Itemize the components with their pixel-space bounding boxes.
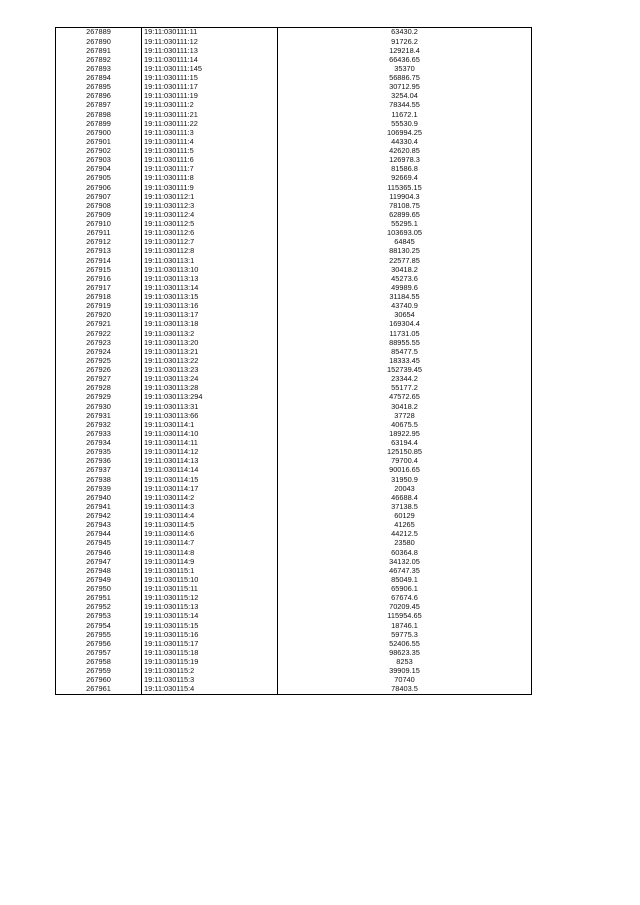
value-cell: 88130.25 [278, 247, 532, 256]
row-number-cell: 267906 [56, 183, 142, 192]
row-number-cell: 267950 [56, 585, 142, 594]
cadastral-number-cell: 19:11:030113:17 [142, 311, 278, 320]
value-cell: 66436.65 [278, 55, 532, 64]
table-body [56, 28, 532, 695]
cadastral-number-cell: 19:11:030113:22 [142, 357, 278, 366]
row-number-cell: 267909 [56, 211, 142, 220]
value-cell: 98623.35 [278, 649, 532, 658]
row-number-cell: 267934 [56, 439, 142, 448]
table-row [56, 393, 532, 402]
value-cell: 55177.2 [278, 384, 532, 393]
row-number-cell: 267914 [56, 256, 142, 265]
value-cell: 81586.8 [278, 165, 532, 174]
table-row [56, 630, 532, 639]
value-cell: 30654 [278, 311, 532, 320]
row-number-cell: 267900 [56, 128, 142, 137]
cadastral-number-cell: 19:11:030114:2 [142, 493, 278, 502]
cadastral-number-cell: 19:11:030111:12 [142, 37, 278, 46]
value-cell: 62899.65 [278, 211, 532, 220]
row-number-cell: 267940 [56, 493, 142, 502]
cadastral-number-cell: 19:11:030114:6 [142, 530, 278, 539]
value-cell: 103693.05 [278, 229, 532, 238]
row-number-cell: 267894 [56, 74, 142, 83]
cadastral-number-cell: 19:11:030115:4 [142, 685, 278, 695]
cadastral-number-cell: 19:11:030114:1 [142, 420, 278, 429]
table-row [56, 612, 532, 621]
row-number-cell: 267953 [56, 612, 142, 621]
cadastral-number-cell: 19:11:030113:16 [142, 302, 278, 311]
table-row [56, 457, 532, 466]
row-number-cell: 267920 [56, 311, 142, 320]
value-cell: 55530.9 [278, 119, 532, 128]
cadastral-number-cell: 19:11:030113:15 [142, 293, 278, 302]
cadastral-number-cell: 19:11:030113:294 [142, 393, 278, 402]
row-number-cell: 267930 [56, 402, 142, 411]
table-row [56, 119, 532, 128]
value-cell: 47572.65 [278, 393, 532, 402]
cadastral-number-cell: 19:11:030111:19 [142, 92, 278, 101]
value-cell: 46747.35 [278, 566, 532, 575]
cadastral-number-cell: 19:11:030115:12 [142, 594, 278, 603]
table-row [56, 65, 532, 74]
table-row [56, 338, 532, 347]
cadastral-number-cell: 19:11:030113:2 [142, 329, 278, 338]
row-number-cell: 267928 [56, 384, 142, 393]
table-row [56, 55, 532, 64]
row-number-cell: 267927 [56, 375, 142, 384]
cadastral-number-cell: 19:11:030115:15 [142, 621, 278, 630]
cadastral-number-cell: 19:11:030112:6 [142, 229, 278, 238]
table-row [56, 320, 532, 329]
row-number-cell: 267933 [56, 430, 142, 439]
cadastral-number-cell: 19:11:030111:2 [142, 101, 278, 110]
cadastral-number-cell: 19:11:030115:16 [142, 630, 278, 639]
table-row [56, 448, 532, 457]
cadastral-number-cell: 19:11:030111:145 [142, 65, 278, 74]
cadastral-number-cell: 19:11:030115:19 [142, 658, 278, 667]
cadastral-number-cell: 19:11:030113:24 [142, 375, 278, 384]
row-number-cell: 267911 [56, 229, 142, 238]
value-cell: 79700.4 [278, 457, 532, 466]
cadastral-number-cell: 19:11:030113:1 [142, 256, 278, 265]
value-cell: 34132.05 [278, 557, 532, 566]
row-number-cell: 267956 [56, 639, 142, 648]
cadastral-number-cell: 19:11:030114:4 [142, 512, 278, 521]
cadastral-number-cell: 19:11:030111:11 [142, 28, 278, 38]
row-number-cell: 267932 [56, 420, 142, 429]
table-row [56, 247, 532, 256]
row-number-cell: 267942 [56, 512, 142, 521]
row-number-cell: 267947 [56, 557, 142, 566]
value-cell: 37138.5 [278, 503, 532, 512]
row-number-cell: 267931 [56, 411, 142, 420]
value-cell: 23344.2 [278, 375, 532, 384]
table-row [56, 384, 532, 393]
cadastral-number-cell: 19:11:030112:3 [142, 201, 278, 210]
cadastral-number-cell: 19:11:030115:10 [142, 576, 278, 585]
value-cell: 20043 [278, 484, 532, 493]
table-row [56, 685, 532, 695]
row-number-cell: 267946 [56, 548, 142, 557]
row-number-cell: 267916 [56, 274, 142, 283]
value-cell: 49989.6 [278, 284, 532, 293]
table-row [56, 138, 532, 147]
row-number-cell: 267941 [56, 503, 142, 512]
cadastral-number-cell: 19:11:030111:22 [142, 119, 278, 128]
cadastral-number-cell: 19:11:030114:8 [142, 548, 278, 557]
row-number-cell: 267889 [56, 28, 142, 38]
table-row [56, 475, 532, 484]
row-number-cell: 267929 [56, 393, 142, 402]
cadastral-number-cell: 19:11:030115:18 [142, 649, 278, 658]
cadastral-number-cell: 19:11:030111:17 [142, 83, 278, 92]
cadastral-number-cell: 19:11:030113:10 [142, 265, 278, 274]
cadastral-number-cell: 19:11:030114:7 [142, 539, 278, 548]
cadastral-number-cell: 19:11:030112:4 [142, 211, 278, 220]
cadastral-number-cell: 19:11:030111:14 [142, 55, 278, 64]
row-number-cell: 267954 [56, 621, 142, 630]
value-cell: 119904.3 [278, 192, 532, 201]
table-row [56, 183, 532, 192]
cadastral-number-cell: 19:11:030115:3 [142, 676, 278, 685]
value-cell: 60364.8 [278, 548, 532, 557]
cadastral-number-cell: 19:11:030114:5 [142, 521, 278, 530]
row-number-cell: 267949 [56, 576, 142, 585]
value-cell: 35370 [278, 65, 532, 74]
cadastral-number-cell: 19:11:030114:9 [142, 557, 278, 566]
row-number-cell: 267905 [56, 174, 142, 183]
value-cell: 59775.3 [278, 630, 532, 639]
value-cell: 30418.2 [278, 402, 532, 411]
table-row [56, 594, 532, 603]
cadastral-number-cell: 19:11:030112:7 [142, 238, 278, 247]
value-cell: 22577.85 [278, 256, 532, 265]
cadastral-number-cell: 19:11:030115:14 [142, 612, 278, 621]
cadastral-number-cell: 19:11:030111:13 [142, 46, 278, 55]
table-row [56, 220, 532, 229]
table-row [56, 557, 532, 566]
cadastral-number-cell: 19:11:030113:31 [142, 402, 278, 411]
table-row [56, 329, 532, 338]
table-row [56, 229, 532, 238]
table-row [56, 439, 532, 448]
table-row [56, 302, 532, 311]
table-row [56, 46, 532, 55]
row-number-cell: 267917 [56, 284, 142, 293]
table-row [56, 576, 532, 585]
table-row [56, 585, 532, 594]
table-row [56, 256, 532, 265]
cadastral-number-cell: 19:11:030113:66 [142, 411, 278, 420]
table-row [56, 211, 532, 220]
table-row [56, 110, 532, 119]
value-cell: 152739.45 [278, 366, 532, 375]
row-number-cell: 267922 [56, 329, 142, 338]
table-row [56, 411, 532, 420]
row-number-cell: 267912 [56, 238, 142, 247]
row-number-cell: 267923 [56, 338, 142, 347]
table-row [56, 156, 532, 165]
row-number-cell: 267918 [56, 293, 142, 302]
row-number-cell: 267915 [56, 265, 142, 274]
row-number-cell: 267895 [56, 83, 142, 92]
row-number-cell: 267935 [56, 448, 142, 457]
row-number-cell: 267890 [56, 37, 142, 46]
value-cell: 70740 [278, 676, 532, 685]
value-cell: 78344.55 [278, 101, 532, 110]
table-row [56, 539, 532, 548]
row-number-cell: 267901 [56, 138, 142, 147]
table-row [56, 484, 532, 493]
table-row [56, 366, 532, 375]
value-cell: 88955.55 [278, 338, 532, 347]
value-cell: 106994.25 [278, 128, 532, 137]
row-number-cell: 267908 [56, 201, 142, 210]
cadastral-number-cell: 19:11:030112:1 [142, 192, 278, 201]
value-cell: 125150.85 [278, 448, 532, 457]
table-row [56, 357, 532, 366]
cadastral-number-cell: 19:11:030111:8 [142, 174, 278, 183]
value-cell: 18922.95 [278, 430, 532, 439]
value-cell: 46688.4 [278, 493, 532, 502]
table-row [56, 192, 532, 201]
value-cell: 39909.15 [278, 667, 532, 676]
row-number-cell: 267904 [56, 165, 142, 174]
value-cell: 67674.6 [278, 594, 532, 603]
value-cell: 44212.5 [278, 530, 532, 539]
table-row [56, 92, 532, 101]
value-cell: 45273.6 [278, 274, 532, 283]
table-row [56, 548, 532, 557]
row-number-cell: 267960 [56, 676, 142, 685]
value-cell: 11672.1 [278, 110, 532, 119]
value-cell: 40675.5 [278, 420, 532, 429]
table-row [56, 667, 532, 676]
value-cell: 91726.2 [278, 37, 532, 46]
table-row [56, 493, 532, 502]
cadastral-number-cell: 19:11:030113:18 [142, 320, 278, 329]
data-table [55, 27, 532, 695]
value-cell: 60129 [278, 512, 532, 521]
table-row [56, 37, 532, 46]
table-row [56, 402, 532, 411]
cadastral-number-cell: 19:11:030113:21 [142, 347, 278, 356]
cadastral-number-cell: 19:11:030114:10 [142, 430, 278, 439]
row-number-cell: 267903 [56, 156, 142, 165]
cadastral-number-cell: 19:11:030111:15 [142, 74, 278, 83]
table-row [56, 128, 532, 137]
cadastral-number-cell: 19:11:030111:6 [142, 156, 278, 165]
value-cell: 78108.75 [278, 201, 532, 210]
value-cell: 63194.4 [278, 439, 532, 448]
cadastral-number-cell: 19:11:030114:15 [142, 475, 278, 484]
value-cell: 52406.55 [278, 639, 532, 648]
table-row [56, 238, 532, 247]
cadastral-number-cell: 19:11:030114:11 [142, 439, 278, 448]
table-row [56, 512, 532, 521]
row-number-cell: 267948 [56, 566, 142, 575]
table-row [56, 165, 532, 174]
value-cell: 18746.1 [278, 621, 532, 630]
value-cell: 92669.4 [278, 174, 532, 183]
value-cell: 78403.5 [278, 685, 532, 695]
row-number-cell: 267898 [56, 110, 142, 119]
table-row [56, 311, 532, 320]
cadastral-number-cell: 19:11:030111:7 [142, 165, 278, 174]
row-number-cell: 267925 [56, 357, 142, 366]
row-number-cell: 267902 [56, 147, 142, 156]
table-row [56, 284, 532, 293]
row-number-cell: 267926 [56, 366, 142, 375]
value-cell: 56886.75 [278, 74, 532, 83]
cadastral-number-cell: 19:11:030112:8 [142, 247, 278, 256]
table-row [56, 639, 532, 648]
table-row [56, 274, 532, 283]
cadastral-number-cell: 19:11:030111:21 [142, 110, 278, 119]
table-row [56, 466, 532, 475]
table-row [56, 101, 532, 110]
table-row [56, 375, 532, 384]
cadastral-number-cell: 19:11:030115:2 [142, 667, 278, 676]
table-row [56, 521, 532, 530]
cadastral-number-cell: 19:11:030113:23 [142, 366, 278, 375]
table-row [56, 420, 532, 429]
cadastral-number-cell: 19:11:030113:13 [142, 274, 278, 283]
value-cell: 85477.5 [278, 347, 532, 356]
cadastral-number-cell: 19:11:030115:1 [142, 566, 278, 575]
cadastral-number-cell: 19:11:030112:5 [142, 220, 278, 229]
cadastral-number-cell: 19:11:030111:3 [142, 128, 278, 137]
table-row [56, 83, 532, 92]
row-number-cell: 267899 [56, 119, 142, 128]
value-cell: 30712.95 [278, 83, 532, 92]
row-number-cell: 267896 [56, 92, 142, 101]
value-cell: 70209.45 [278, 603, 532, 612]
table-row [56, 147, 532, 156]
cadastral-number-cell: 19:11:030113:20 [142, 338, 278, 347]
value-cell: 115365.15 [278, 183, 532, 192]
cadastral-number-cell: 19:11:030114:17 [142, 484, 278, 493]
table-row [56, 28, 532, 38]
value-cell: 23580 [278, 539, 532, 548]
table-row [56, 530, 532, 539]
row-number-cell: 267892 [56, 55, 142, 64]
table-row [56, 293, 532, 302]
value-cell: 115954.65 [278, 612, 532, 621]
row-number-cell: 267957 [56, 649, 142, 658]
row-number-cell: 267913 [56, 247, 142, 256]
table-row [56, 174, 532, 183]
table-row [56, 566, 532, 575]
row-number-cell: 267891 [56, 46, 142, 55]
row-number-cell: 267961 [56, 685, 142, 695]
table-row [56, 74, 532, 83]
value-cell: 11731.05 [278, 329, 532, 338]
cadastral-number-cell: 19:11:030115:17 [142, 639, 278, 648]
row-number-cell: 267936 [56, 457, 142, 466]
row-number-cell: 267897 [56, 101, 142, 110]
table-row [56, 201, 532, 210]
row-number-cell: 267943 [56, 521, 142, 530]
row-number-cell: 267945 [56, 539, 142, 548]
value-cell: 42620.85 [278, 147, 532, 156]
row-number-cell: 267959 [56, 667, 142, 676]
row-number-cell: 267938 [56, 475, 142, 484]
cadastral-number-cell: 19:11:030113:28 [142, 384, 278, 393]
row-number-cell: 267893 [56, 65, 142, 74]
cadastral-number-cell: 19:11:030111:4 [142, 138, 278, 147]
value-cell: 169304.4 [278, 320, 532, 329]
table-row [56, 265, 532, 274]
row-number-cell: 267907 [56, 192, 142, 201]
value-cell: 41265 [278, 521, 532, 530]
value-cell: 8253 [278, 658, 532, 667]
row-number-cell: 267955 [56, 630, 142, 639]
value-cell: 37728 [278, 411, 532, 420]
value-cell: 18333.45 [278, 357, 532, 366]
table-row [56, 347, 532, 356]
value-cell: 31184.55 [278, 293, 532, 302]
row-number-cell: 267921 [56, 320, 142, 329]
table-row [56, 649, 532, 658]
cadastral-number-cell: 19:11:030111:5 [142, 147, 278, 156]
value-cell: 85049.1 [278, 576, 532, 585]
cadastral-number-cell: 19:11:030113:14 [142, 284, 278, 293]
row-number-cell: 267910 [56, 220, 142, 229]
row-number-cell: 267958 [56, 658, 142, 667]
cadastral-number-cell: 19:11:030111:9 [142, 183, 278, 192]
table-row [56, 430, 532, 439]
table-row [56, 503, 532, 512]
value-cell: 64845 [278, 238, 532, 247]
value-cell: 90016.65 [278, 466, 532, 475]
table-row [56, 603, 532, 612]
table-row [56, 621, 532, 630]
row-number-cell: 267937 [56, 466, 142, 475]
row-number-cell: 267919 [56, 302, 142, 311]
table-row [56, 658, 532, 667]
value-cell: 129218.4 [278, 46, 532, 55]
cadastral-number-cell: 19:11:030114:14 [142, 466, 278, 475]
value-cell: 65906.1 [278, 585, 532, 594]
value-cell: 44330.4 [278, 138, 532, 147]
cadastral-number-cell: 19:11:030114:13 [142, 457, 278, 466]
row-number-cell: 267924 [56, 347, 142, 356]
value-cell: 31950.9 [278, 475, 532, 484]
cadastral-number-cell: 19:11:030114:12 [142, 448, 278, 457]
value-cell: 43740.9 [278, 302, 532, 311]
value-cell: 3254.04 [278, 92, 532, 101]
table-row [56, 676, 532, 685]
value-cell: 55295.1 [278, 220, 532, 229]
cadastral-number-cell: 19:11:030115:11 [142, 585, 278, 594]
value-cell: 30418.2 [278, 265, 532, 274]
row-number-cell: 267952 [56, 603, 142, 612]
row-number-cell: 267939 [56, 484, 142, 493]
value-cell: 63430.2 [278, 28, 532, 38]
cadastral-number-cell: 19:11:030114:3 [142, 503, 278, 512]
row-number-cell: 267944 [56, 530, 142, 539]
cadastral-number-cell: 19:11:030115:13 [142, 603, 278, 612]
row-number-cell: 267951 [56, 594, 142, 603]
value-cell: 126978.3 [278, 156, 532, 165]
